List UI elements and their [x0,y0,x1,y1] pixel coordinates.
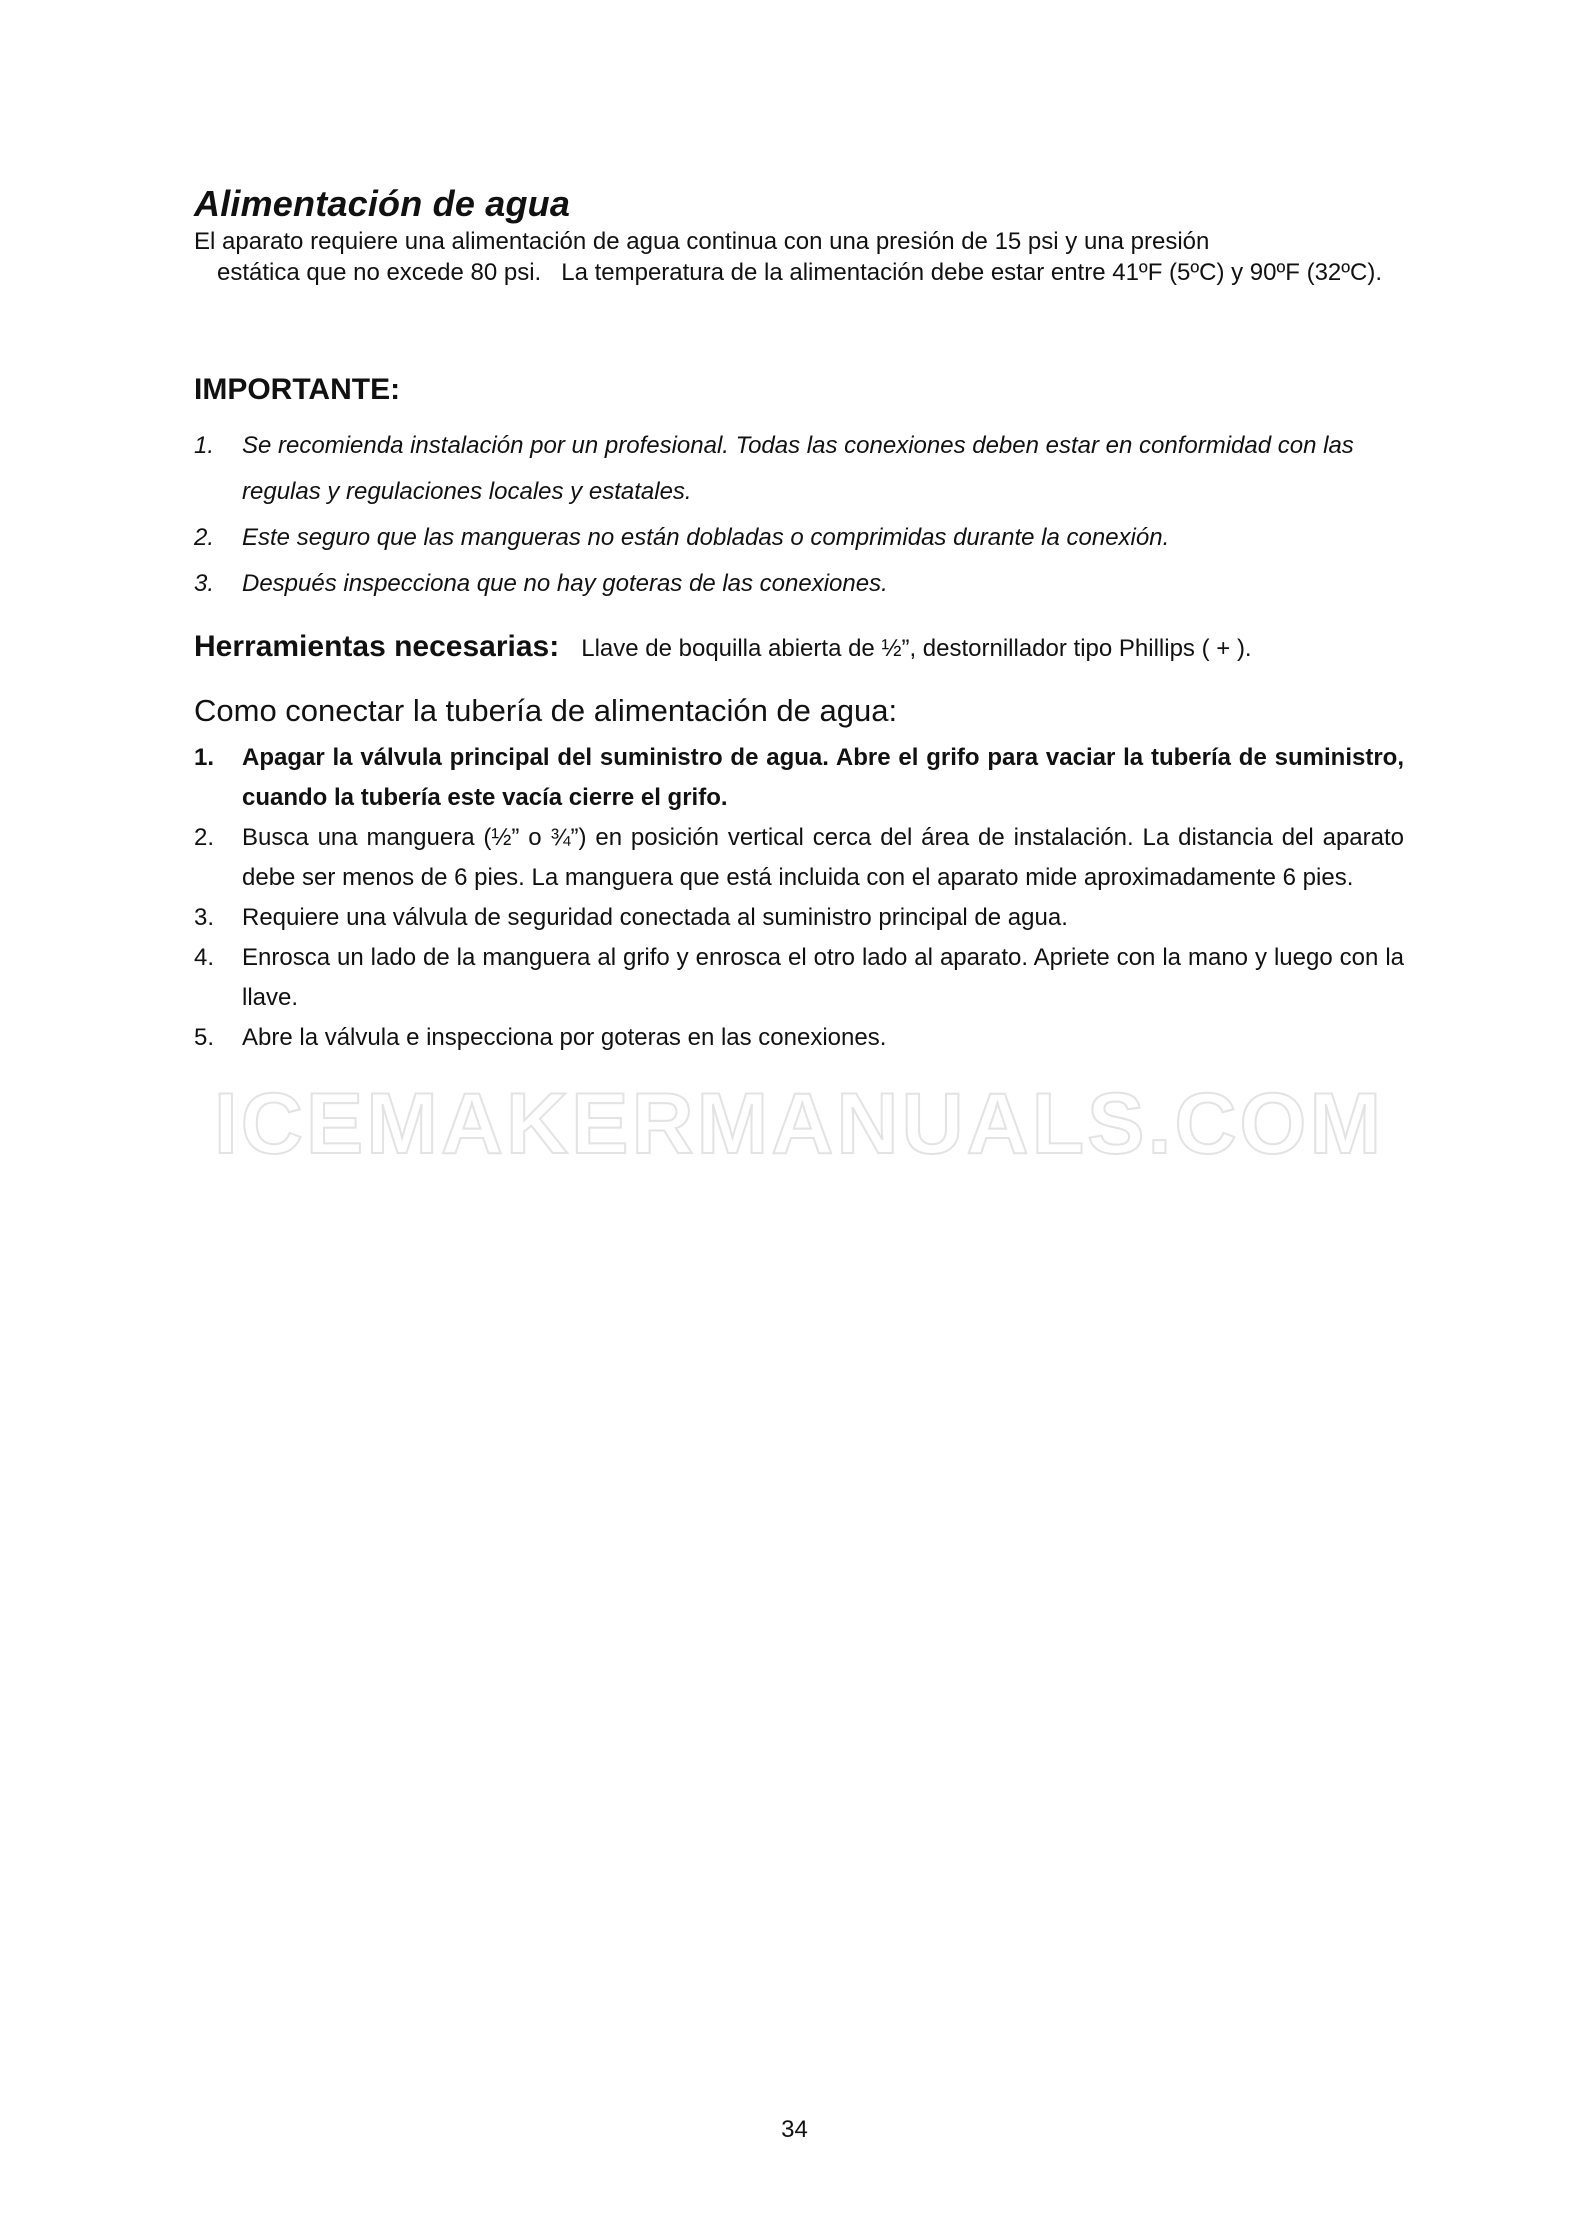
step-text: Enrosca un lado de la manguera al grifo y enrosca el otro lado al aparato. Apriete con la mano y luego con la llave. [242,944,1404,1011]
item-number: 2. [194,524,215,551]
step-number: 2. [194,824,215,851]
page-number: 34 [781,2116,808,2143]
item-text: Este seguro que las mangueras no están dobladas o comprimidas durante la conexión. [242,524,1170,551]
item-number: 1. [194,432,215,459]
important-list [194,423,1404,607]
step-number: 3. [194,904,215,931]
intro-paragraph [194,226,1404,288]
steps-list [194,738,1404,1058]
step-text: Apagar la válvula principal del suministro de agua. Abre el grifo para vaciar la tubería de suministro, cuando la tubería este vacía cierre el grifo. [242,744,1404,811]
list-item [194,818,1404,898]
tools-line [194,630,1444,664]
item-text: Se recomienda instalación por un profesional. Todas las conexiones deben estar en conformidad con las regulas y regulaciones locales y estatales. [242,432,1354,505]
list-item [194,898,1404,938]
list-item [194,938,1404,1018]
tools-label: Herramientas necesarias: [194,630,560,663]
item-text: Después inspecciona que no hay goteras de las conexiones. [242,570,888,597]
list-item [194,561,1404,607]
important-heading: IMPORTANTE: [194,373,401,406]
step-number: 4. [194,944,215,971]
intro-continuation: estática que no excede 80 psi. La temperatura de la alimentación debe estar entre 41ºF (5ºC) y 90ºF (32ºC). [217,259,1383,286]
watermark: ICEMAKERMANUALS.COM [213,1076,1385,1172]
step-text: Busca una manguera (½” o ¾”) en posición vertical cerca del área de instalación. La distancia del aparato debe ser menos de 6 pies. La manguera que está incluida con el aparato mide aproximadamente 6 pies. [242,824,1404,891]
item-number: 3. [194,570,215,597]
how-to-heading: Como conectar la tubería de alimentación de agua: [194,693,898,728]
step-number: 1. [194,744,215,771]
step-text: Requiere una válvula de seguridad conectada al suministro principal de agua. [242,904,1068,931]
list-item [194,1018,1404,1058]
list-item [194,515,1404,561]
list-item [194,423,1404,515]
step-text: Abre la válvula e inspecciona por goteras en las conexiones. [242,1024,887,1051]
step-number: 5. [194,1024,215,1051]
tools-value: Llave de boquilla abierta de ½”, destornillador tipo Phillips ( + ). [581,635,1252,662]
intro-first-line: El aparato requiere una alimentación de agua continua con una presión de 15 psi y una presión [194,228,1210,255]
list-item [194,738,1404,818]
section-title: Alimentación de agua [194,183,571,224]
